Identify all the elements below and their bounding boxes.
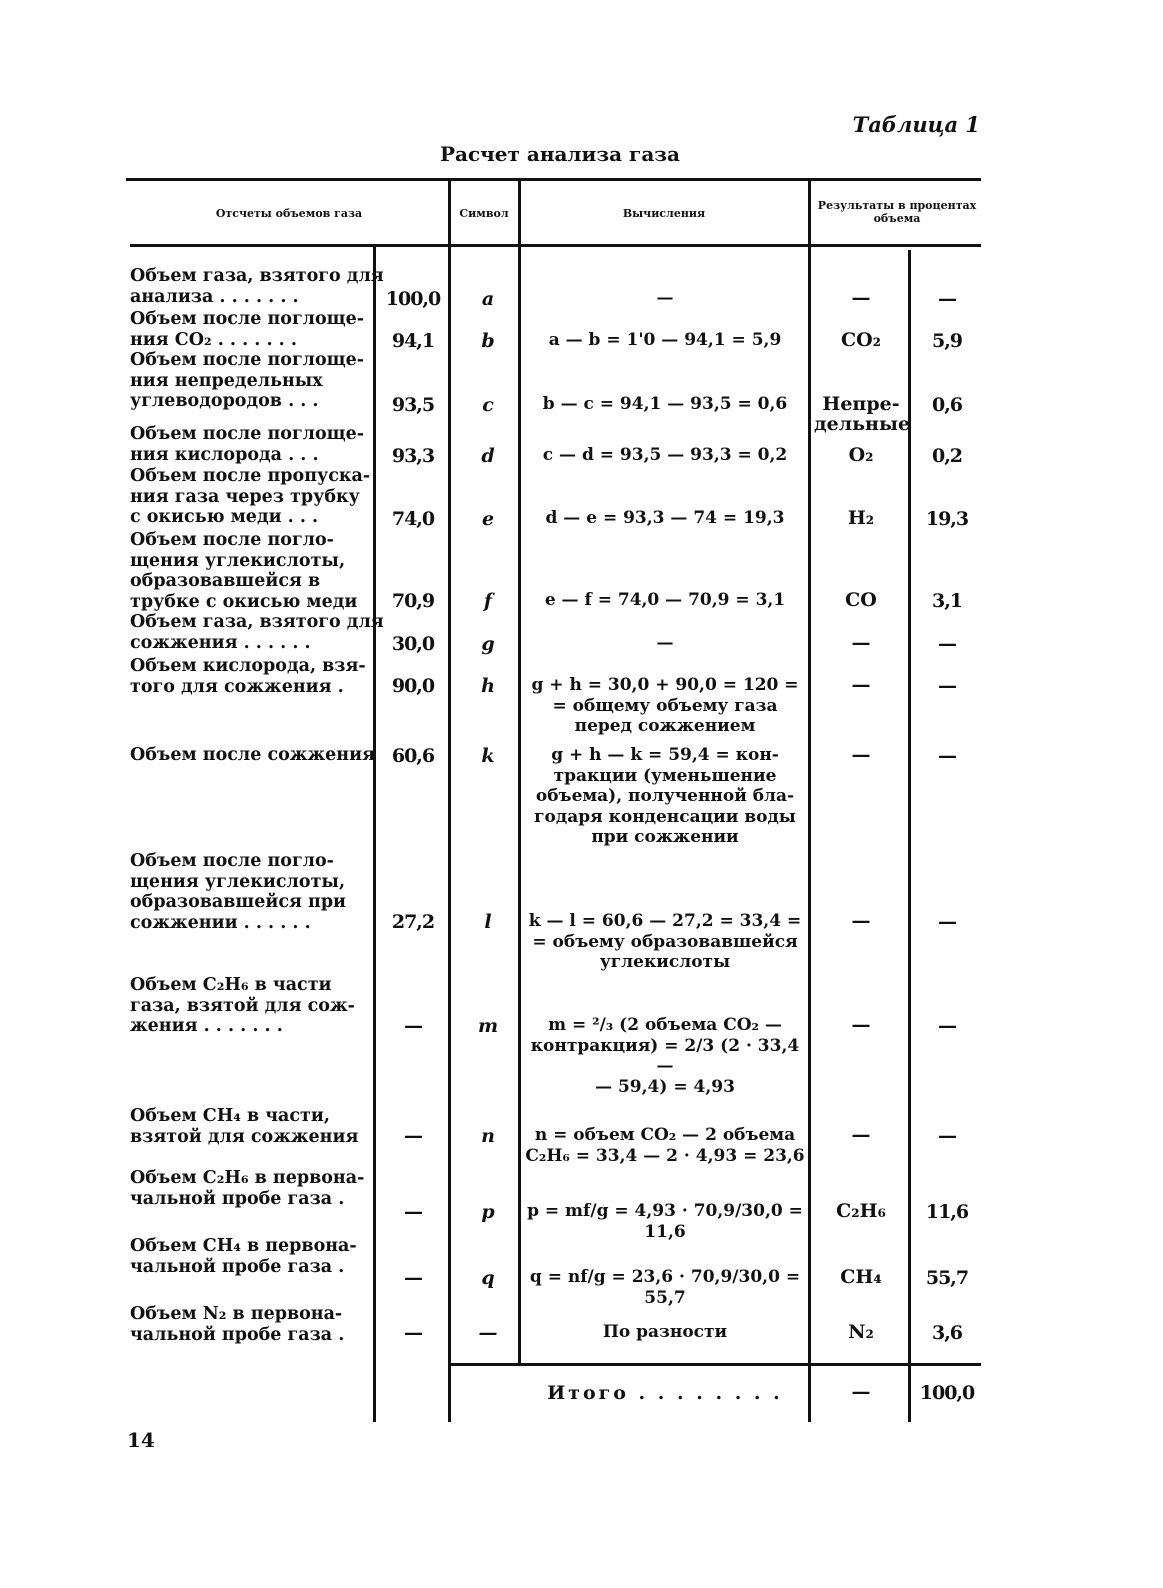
row-label [130,424,373,465]
row-calc-line: — [656,633,674,653]
row-label [130,266,384,307]
header-readings: Отсчеты объемов газа [215,207,363,220]
row-label-line: жения . . . . . . . [130,1016,283,1036]
row-component: — [851,287,871,309]
row-percent: 3,6 [931,1322,963,1344]
row-label-line: анализа . . . . . . . [130,286,299,307]
row-calc-line: перед сожжением [574,716,756,736]
row-percent: 0,6 [931,394,963,416]
row-calc-line: c — d = 93,5 — 93,3 = 0,2 [542,445,788,465]
row-component: CO₂ [841,329,881,351]
row-calc-line: g + h = 30,0 + 90,0 = 120 = [531,675,799,695]
row-label [130,1236,373,1277]
row-value: — [404,1015,422,1037]
row-label-line: Объем после поглоще- [130,424,365,444]
row-label-line: Объем после сожжения [130,745,375,765]
row-label-line: Объем N₂ в первона- [130,1304,343,1324]
row-label-line: Объем после погло- [130,851,334,871]
row-symbol: m [477,1015,499,1037]
row-percent: — [938,745,956,767]
row-label-line: Объем C₂H₆ в первона- [130,1168,365,1188]
col-rule-2 [448,180,451,1422]
row-percent: — [938,1125,956,1147]
row-value: 93,5 [391,394,435,416]
row-calc [522,1322,808,1343]
row-percent: — [938,633,956,655]
row-value: 27,2 [391,911,435,933]
row-symbol: e [481,508,495,530]
row-label-line: газа, взятой для сож- [130,995,355,1016]
row-label [130,851,373,933]
row-value: — [404,1322,422,1344]
row-label [130,745,373,766]
row-component: — [851,1124,871,1146]
row-label-line: сожжения . . . . . . [130,632,311,653]
row-symbol: b [481,330,495,352]
row-symbol: q [481,1267,495,1289]
row-value: 93,3 [391,445,435,467]
row-label-line: взятой для сожжения [130,1126,359,1147]
row-component: — [851,1014,871,1036]
row-label [130,612,384,653]
row-calc-line: контракция) = 2/3 (2 · 33,4 — [530,1035,800,1076]
row-percent: — [938,911,956,933]
row-calc [522,633,808,654]
row-label-line: чальной пробе газа . [130,1256,345,1277]
row-calc-line: тракции (уменьшение [553,765,777,786]
row-calc [522,1015,808,1097]
row-calc [522,288,808,309]
row-label-line: Объем CH₄ в части, [130,1106,330,1126]
row-calc-line: q = nf/g = 23,6 · 70,9/30,0 = 55,7 [529,1267,801,1308]
row-percent: 11,6 [925,1201,969,1223]
row-calc [522,445,808,466]
row-component: C₂H₆ [836,1200,886,1222]
row-calc [522,394,808,415]
header-rule [130,244,981,247]
row-calc-line: e — f = 74,0 — 70,9 = 3,1 [544,590,786,610]
row-component: CH₄ [840,1266,882,1288]
row-value: 74,0 [391,508,435,530]
row-calc-line: C₂H₆ = 33,4 — 2 · 4,93 = 23,6 [525,1145,805,1166]
row-symbol: l [484,911,492,933]
row-label [130,975,373,1037]
row-calc [522,1201,808,1242]
row-calc [522,590,808,611]
row-label [130,466,373,528]
row-component: — [851,674,871,696]
row-label-line: того для сожжения . [130,676,344,697]
row-symbol: p [481,1201,495,1223]
row-percent: 55,7 [925,1267,969,1289]
row-component: CO [845,589,877,611]
row-value: 60,6 [391,745,435,767]
row-calc-line: = общему объему газа [552,695,778,716]
header-results: Результаты в процентах объема [817,199,977,225]
row-calc-line: k — l = 60,6 — 27,2 = 33,4 = [528,911,802,931]
row-value: 94,1 [391,330,435,352]
row-label-line: Объем C₂H₆ в части [130,975,332,995]
row-symbol: f [483,590,493,612]
row-percent: — [938,1015,956,1037]
row-label-line: Объем после пропуска- [130,466,371,486]
row-label-line: чальной пробе газа . [130,1324,345,1345]
row-percent: 0,2 [931,445,963,467]
table-label: Таблица 1 [852,112,980,137]
row-calc-line: = объему образовавшейся [532,931,798,952]
row-label [130,309,373,350]
row-component: — [851,632,871,654]
row-value: 30,0 [391,633,435,655]
row-label-line: ния CO₂ . . . . . . . [130,329,297,350]
row-calc [522,1125,808,1166]
row-label-line: Объем кислорода, взя- [130,656,366,676]
row-symbol: — [478,1322,498,1344]
row-label-line: образовавшейся при [130,892,347,912]
row-label [130,350,373,412]
row-value: — [404,1125,422,1147]
row-component: Непре- дельные [814,393,911,435]
row-calc-line: углекислоты [599,952,731,972]
col-rule-3 [518,180,521,1363]
row-calc [522,675,808,737]
row-label-line: щения углекислоты, [130,550,346,571]
table-title: Расчет анализа газа [439,142,680,166]
row-calc-line: — [656,288,674,308]
row-label-line: сожжении . . . . . . [130,912,311,933]
row-label [130,1304,373,1345]
row-percent: 5,9 [931,330,963,352]
row-label-line: Объем газа, взятого для [130,266,384,286]
row-percent: 3,1 [931,590,963,612]
row-symbol: a [481,288,495,310]
row-value: 90,0 [391,675,435,697]
header-symbol: Символ [459,207,509,220]
total-label: Итого . . . . . . . . [547,1382,783,1404]
row-calc-line: при сожжении [591,827,739,847]
row-symbol: k [481,745,495,767]
row-calc [522,911,808,973]
row-label-line: образовавшейся в [130,571,321,591]
row-calc-line: По разности [602,1322,728,1342]
row-calc-line: b — c = 94,1 — 93,5 = 0,6 [542,394,788,414]
row-calc-line: объема), полученной бла- [535,786,795,806]
row-label [130,1168,373,1209]
row-calc [522,1267,808,1308]
row-symbol: d [481,445,495,467]
row-label [130,530,373,612]
row-component: O₂ [848,444,874,466]
row-calc-line: годаря конденсации воды [534,806,796,827]
row-calc-line: — 59,4) = 4,93 [595,1076,735,1097]
row-percent: 19,3 [925,508,969,530]
row-value: — [404,1267,422,1289]
top-rule [126,178,981,181]
total-percent: 100,0 [919,1382,975,1404]
row-value: 70,9 [391,590,435,612]
row-percent: — [938,288,956,310]
total-component: — [851,1381,871,1403]
header-calc: Вычисления [622,207,706,220]
row-symbol: g [481,633,495,655]
row-label-line: ния кислорода . . . [130,444,319,465]
col-rule-4 [808,180,811,1422]
row-label-line: ния непредельных [130,370,323,391]
row-component: — [851,744,871,766]
row-symbol: c [482,394,494,416]
row-value: — [404,1201,422,1223]
row-calc-line: n = объем CO₂ — 2 объема [534,1125,796,1145]
row-label [130,656,373,697]
row-percent: — [938,675,956,697]
row-calc-line: a — b = 1'0 — 94,1 = 5,9 [548,330,782,350]
row-component: — [851,910,871,932]
row-value: 100,0 [385,288,441,310]
row-component: N₂ [848,1321,874,1343]
col-rule-1 [373,247,376,1422]
row-label-line: щения углекислоты, [130,871,346,892]
row-symbol: n [481,1125,495,1147]
row-label-line: Объем после погло- [130,530,334,550]
row-symbol: h [481,675,495,697]
row-calc-line: p = mf/g = 4,93 · 70,9/30,0 = 11,6 [527,1201,803,1242]
row-label-line: ния газа через трубку [130,486,360,507]
row-calc-line: d — e = 93,3 — 74 = 19,3 [545,508,785,528]
row-label-line: Объем после поглоще- [130,309,365,329]
row-label-line: трубке с окисью меди [130,591,358,612]
row-label-line: Объем газа, взятого для [130,612,384,632]
row-calc-line: m = ²/₃ (2 объема CO₂ — [548,1015,782,1035]
row-label [130,1106,373,1147]
row-component: H₂ [847,507,875,529]
page-number: 14 [127,1428,155,1452]
row-label-line: с окисью меди . . . [130,507,319,527]
row-calc-line: g + h — k = 59,4 = кон- [551,745,779,765]
total-rule [448,1363,981,1366]
row-label-line: Объем CH₄ в первона- [130,1236,357,1256]
row-label-line: Объем после поглоще- [130,350,365,370]
row-label-line: чальной пробе газа . [130,1188,345,1209]
row-label-line: углеводородов . . . [130,391,319,411]
row-calc [522,330,808,351]
row-calc [522,745,808,848]
row-calc [522,508,808,529]
